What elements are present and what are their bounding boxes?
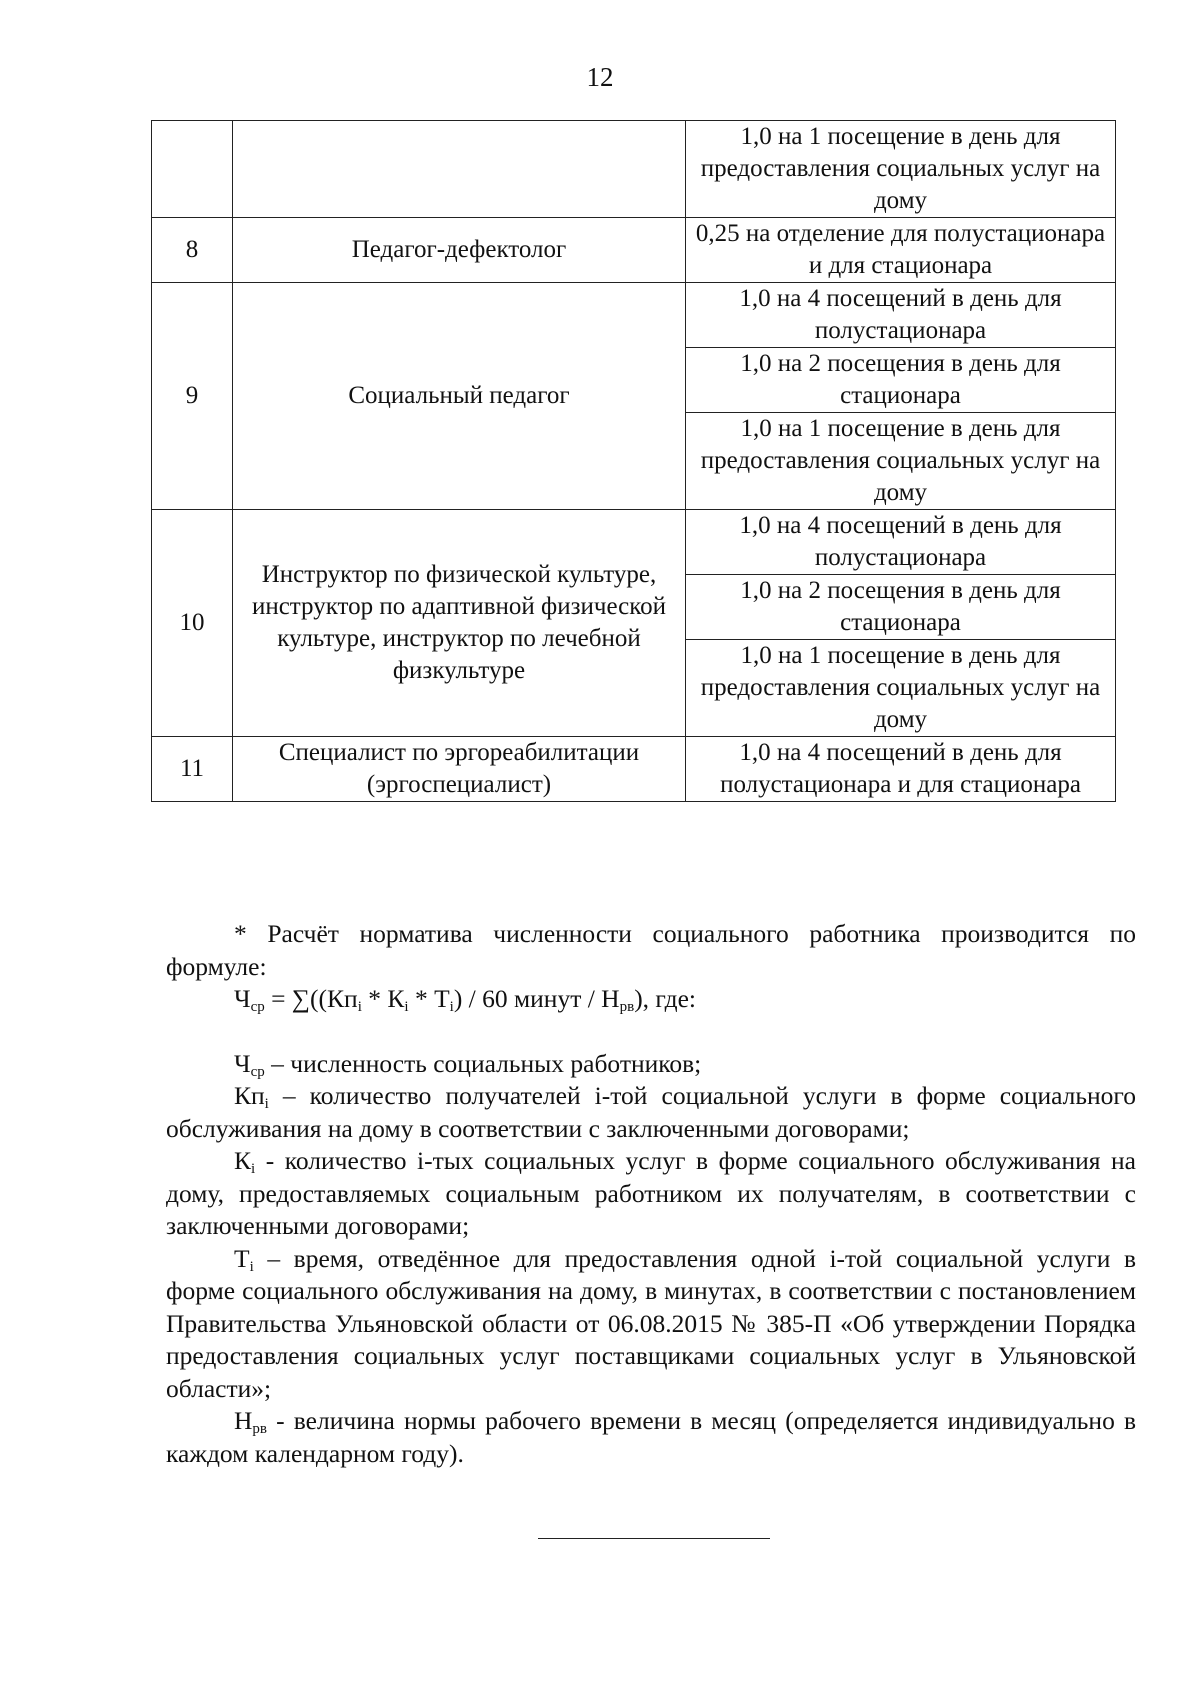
- norm-cell: 1,0 на 1 посещение в день для предоставления социальных услуг на дому: [686, 413, 1116, 510]
- position-cell: Педагог-дефектолог: [233, 218, 686, 283]
- notes-intro: * Расчёт норматива численности социального работника производится по формуле:: [166, 919, 1136, 981]
- norm-cell: 1,0 на 4 посещений в день для полустационара: [686, 510, 1116, 575]
- calculation-notes: [166, 918, 1136, 1470]
- norm-cell: 1,0 на 4 посещений в день для полустационара и для стационара: [686, 737, 1116, 802]
- definition-item: $Н_{рв}$ - величина нормы рабочего времени в месяц (определяется индивидуально в каждом календарном году).: [166, 1406, 1136, 1468]
- table-row: [152, 510, 1116, 575]
- formula: $Ч_{ср} = \sum((Кп_i * К_i * Т_i) / 60$ минут / $Н_{рв}$), где:: [234, 984, 696, 1015]
- norm-cell: 1,0 на 2 посещения в день для стационара: [686, 575, 1116, 640]
- row-number-cell: 8: [152, 218, 233, 283]
- closing-rule: [538, 1538, 770, 1539]
- definition-item: $Кп_i$ – количество получателей i-той социальной услуги в форме социального обслуживания на дому в соответствии с заключенными договорами;: [166, 1081, 1136, 1143]
- definition-item: $К_i$ - количество i-тых социальных услуг в форме социального обслуживания на дому, предоставляемых социальным работником их получателям, в соответствии с заключенными договорами;: [166, 1146, 1136, 1240]
- position-cell: Специалист по эргореабилитации (эргоспециалист): [233, 737, 686, 802]
- row-number-cell: 11: [152, 737, 233, 802]
- row-number-cell: 10: [152, 510, 233, 737]
- table-row: [152, 283, 1116, 348]
- norm-cell: 1,0 на 4 посещений в день для полустационара: [686, 283, 1116, 348]
- position-cell: Инструктор по физической культуре, инструктор по адаптивной физической культуре, инструктор по лечебной физкультуре: [233, 510, 686, 737]
- table-row: [152, 737, 1116, 802]
- norm-cell: 0,25 на отделение для полустационара и для стационара: [686, 218, 1116, 283]
- definition-item: $Т_i$ – время, отведённое для предоставления одной i-той социальной услуги в форме социального обслуживания на дому, в минутах, в соответствии с постановлением Правительства Ульяновской области от 06.08.2015 № 385-П «Об утверждении Порядка предоставления социальных услуг поставщиками социальных услуг в Ульяновской области»;: [166, 1243, 1136, 1403]
- row-number-cell: 9: [152, 283, 233, 510]
- norm-cell: 1,0 на 1 посещение в день для предоставления социальных услуг на дому: [686, 640, 1116, 737]
- definition-item: $Ч_{ср}$ – численность социальных работников;: [234, 1048, 702, 1080]
- row-number-cell: [152, 121, 233, 218]
- norm-cell: 1,0 на 2 посещения в день для стационара: [686, 348, 1116, 413]
- norm-cell: 1,0 на 1 посещение в день для предоставления социальных услуг на дому: [686, 121, 1116, 218]
- table-row: [152, 218, 1116, 283]
- page-number: 12: [586, 62, 614, 92]
- position-cell: [233, 121, 686, 218]
- table-row: [152, 121, 1116, 218]
- position-cell: Социальный педагог: [233, 283, 686, 510]
- staffing-norms-table: [151, 120, 1116, 802]
